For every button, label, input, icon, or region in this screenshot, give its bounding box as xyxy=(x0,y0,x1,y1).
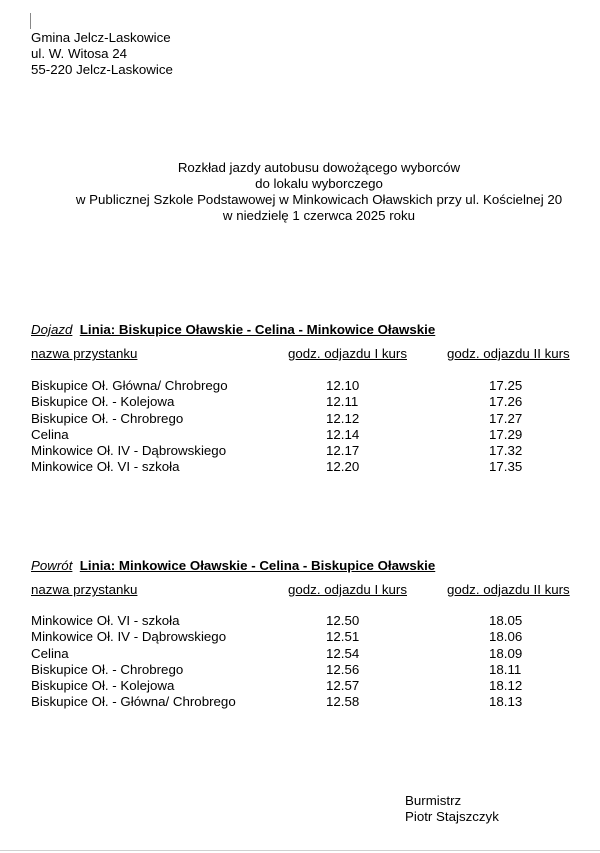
dojazd-line-label: Linia: Biskupice Oławskie - Celina - Minkowice Oławskie xyxy=(79,322,436,337)
table-row: Biskupice Oł. - Chrobrego xyxy=(31,661,184,677)
time-cell: 12.10 xyxy=(326,378,360,393)
time-cell: 12.12 xyxy=(326,410,360,426)
table-row: Minkowice Oł. VI - szkoła xyxy=(31,459,180,475)
time-cell: 17.26 xyxy=(489,394,523,410)
dojazd-col-stop: nazwa przystanku xyxy=(31,346,138,361)
sender-line-3: 55-220 Jelcz-Laskowice xyxy=(31,62,173,77)
time-cell: 12.20 xyxy=(326,459,360,475)
time-cell: 17.35 xyxy=(489,459,523,475)
document-title xyxy=(0,160,600,224)
time-cell: 17.29 xyxy=(489,426,523,442)
table-row: Biskupice Oł. - Kolejowa xyxy=(31,678,175,694)
powrot-times-2 xyxy=(489,613,522,711)
sender-address xyxy=(31,30,173,78)
time-cell: 17.25 xyxy=(489,378,523,393)
table-row: Minkowice Oł. IV - Dąbrowskiego xyxy=(31,629,227,645)
powrot-times-1 xyxy=(326,613,359,711)
time-cell: 12.51 xyxy=(326,629,360,645)
table-row: Biskupice Oł. Główna/ Chrobrego xyxy=(31,378,228,393)
title-line-2: do lokalu wyborczego xyxy=(255,176,383,191)
time-cell: 17.32 xyxy=(489,443,523,459)
time-cell: 18.05 xyxy=(489,613,523,628)
time-cell: 18.12 xyxy=(489,678,523,694)
dojazd-times-1 xyxy=(326,378,359,476)
dojazd-heading xyxy=(31,322,435,338)
powrot-heading xyxy=(31,558,435,574)
time-cell: 12.56 xyxy=(326,661,360,677)
time-cell: 12.58 xyxy=(326,694,360,710)
signature-role: Burmistrz xyxy=(405,793,462,808)
time-cell: 18.11 xyxy=(489,661,522,677)
sender-line-2: ul. W. Witosa 24 xyxy=(31,46,128,61)
powrot-stops xyxy=(31,613,236,711)
powrot-line-label: Linia: Minkowice Oławskie - Celina - Biskupice Oławskie xyxy=(79,558,436,573)
time-cell: 12.17 xyxy=(326,443,360,459)
title-line-3: w Publicznej Szkole Podstawowej w Minkowicach Oławskich przy ul. Kościelnej 20 xyxy=(75,192,563,207)
time-cell: 12.14 xyxy=(326,426,360,442)
time-cell: 12.57 xyxy=(326,678,360,694)
dojazd-direction: Dojazd xyxy=(31,322,73,337)
page-bottom-rule xyxy=(0,850,600,851)
title-line-4: w niedzielę 1 czerwca 2025 roku xyxy=(222,208,416,223)
powrot-col-time1: godz. odjazdu I kurs xyxy=(288,582,408,597)
dojazd-col-time2: godz. odjazdu II kurs xyxy=(447,346,570,361)
table-row: Minkowice Oł. IV - Dąbrowskiego xyxy=(31,443,227,459)
time-cell: 12.11 xyxy=(326,394,359,410)
powrot-col-time2: godz. odjazdu II kurs xyxy=(447,582,570,597)
title-line-1: Rozkład jazdy autobusu dowożącego wyborców xyxy=(177,160,461,175)
powrot-col-stop: nazwa przystanku xyxy=(31,582,138,597)
table-row: Biskupice Oł. - Główna/ Chrobrego xyxy=(31,694,236,710)
table-row: Celina xyxy=(31,426,69,442)
text-cursor xyxy=(30,13,31,29)
time-cell: 17.27 xyxy=(489,410,523,426)
powrot-direction: Powrót xyxy=(31,558,73,573)
time-cell: 12.50 xyxy=(326,613,360,628)
dojazd-stops xyxy=(31,378,228,476)
signature-name: Piotr Stajszczyk xyxy=(405,809,499,824)
table-row: Minkowice Oł. VI - szkoła xyxy=(31,613,180,628)
dojazd-col-time1: godz. odjazdu I kurs xyxy=(288,346,408,361)
dojazd-times-2 xyxy=(489,378,522,476)
time-cell: 18.13 xyxy=(489,694,523,710)
sender-line-1: Gmina Jelcz-Laskowice xyxy=(31,30,171,45)
table-row: Biskupice Oł. - Kolejowa xyxy=(31,394,175,410)
signature-block xyxy=(405,793,499,825)
time-cell: 18.06 xyxy=(489,629,523,645)
table-row: Biskupice Oł. - Chrobrego xyxy=(31,410,184,426)
time-cell: 12.54 xyxy=(326,645,360,661)
table-row: Celina xyxy=(31,645,69,661)
time-cell: 18.09 xyxy=(489,645,523,661)
